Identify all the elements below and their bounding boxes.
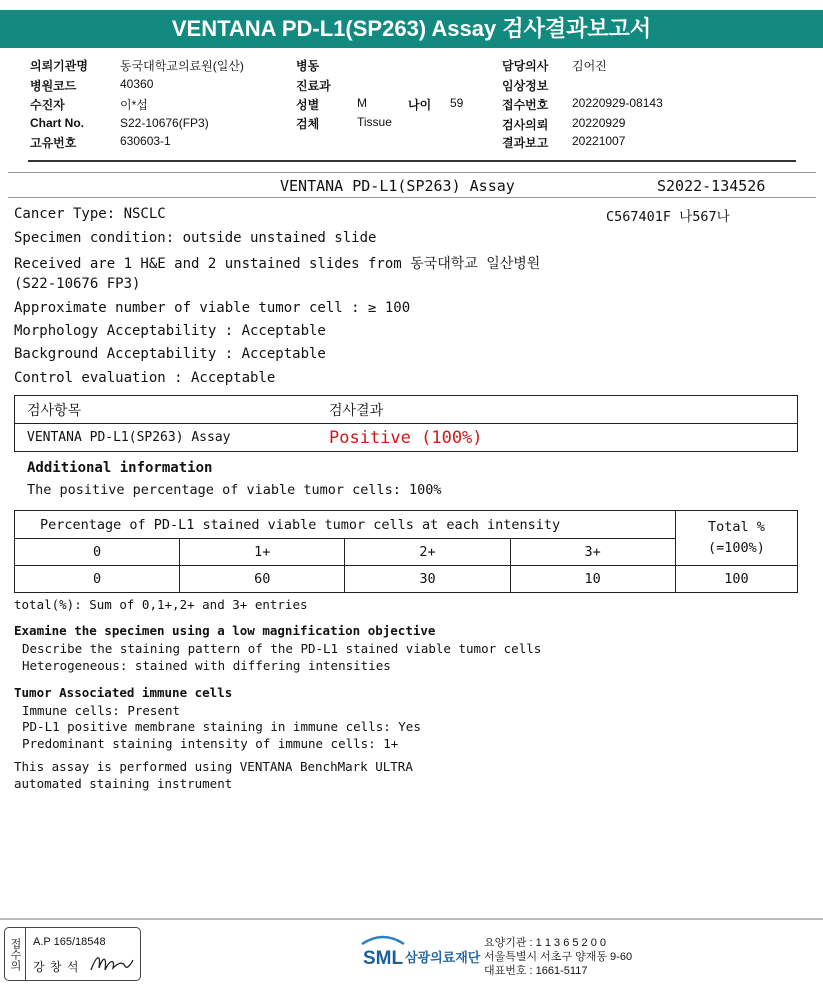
intensity-header: 0 [15, 539, 180, 566]
report-line: Morphology Acceptability : Acceptable [14, 323, 326, 339]
percentage-table [14, 510, 798, 593]
total-header-sub: (=100%) [707, 540, 765, 556]
assay-title: VENTANA PD-L1(SP263) Assay [280, 177, 515, 195]
result-header-item: 검사항목 [15, 396, 329, 424]
label: 의뢰기관명 [30, 59, 88, 73]
intensity-value: 60 [180, 566, 345, 593]
report-line: Approximate number of viable tumor cell : ≥ 100 [14, 300, 411, 316]
report-line: Received are 1 H&E and 2 unstained slides from 동국대학교 일산병원 [14, 256, 541, 272]
result-table [14, 395, 798, 452]
value: 40360 [120, 77, 154, 91]
immune-line: Immune cells: Present [22, 703, 181, 718]
total-note: total(%): Sum of 0,1+,2+ and 3+ entries [14, 597, 308, 612]
label: 병원코드 [30, 79, 77, 93]
label: 수진자 [30, 98, 65, 112]
intensity-value: 0 [15, 566, 180, 593]
result-item: VENTANA PD-L1(SP263) Assay [15, 424, 329, 452]
report-line: Cancer Type: NSCLC [14, 206, 166, 222]
org-info-line: 서울특별시 서초구 양재동 9-60 [484, 951, 633, 963]
closing-line: This assay is performed using VENTANA BenchMark ULTRA [14, 759, 413, 774]
intensity-value: 30 [345, 566, 510, 593]
intensity-header: 2+ [345, 539, 510, 566]
org-info-line: 대표번호 : 1661-5117 [484, 965, 588, 977]
label: 나이 [408, 98, 432, 112]
total-value: 100 [675, 566, 797, 593]
total-header-label: Total % [707, 519, 765, 535]
report-line: Control evaluation : Acceptable [14, 370, 276, 386]
value: M [357, 96, 367, 110]
value: 20220929-08143 [572, 96, 663, 110]
intensity-value: 10 [510, 566, 675, 593]
value: 59 [450, 96, 464, 110]
additional-text: The positive percentage of viable tumor cells: 100% [27, 482, 442, 498]
examine-line: Describe the staining pattern of the PD-L1 stained viable tumor cells [22, 641, 542, 656]
intensity-header: 3+ [510, 539, 675, 566]
immune-line: Predominant staining intensity of immune cells: 1+ [22, 736, 399, 751]
footer-divider [0, 918, 823, 920]
report-line: Background Acceptability : Acceptable [14, 346, 326, 362]
immune-line: PD-L1 positive membrane staining in immune cells: Yes [22, 719, 421, 734]
label: Chart No. [30, 116, 84, 130]
value: 20220929 [572, 116, 626, 130]
total-header [675, 511, 797, 566]
org-name: 삼광의료재단 [405, 950, 481, 965]
result-value: Positive (100%) [328, 424, 798, 452]
value: S22-10676(FP3) [120, 116, 209, 130]
report-line: (S22-10676 FP3) [14, 276, 141, 292]
label: 진료과 [296, 79, 331, 93]
value: 630603-1 [120, 134, 171, 148]
label: 검사의뢰 [502, 118, 549, 132]
immune-title: Tumor Associated immune cells [14, 685, 233, 700]
header-divider [28, 160, 796, 162]
intensity-header: 1+ [180, 539, 345, 566]
pct-caption: Percentage of PD-L1 stained viable tumor cells at each intensity [15, 511, 676, 539]
report-number: S2022-134526 [657, 177, 766, 195]
additional-title: Additional information [27, 460, 213, 476]
stamp-side-label: 접수의 [5, 928, 26, 980]
label: 병동 [296, 59, 320, 73]
divider [8, 197, 816, 198]
signature-stamp [4, 927, 141, 981]
label: 검체 [296, 117, 320, 131]
sml-logo-icon [358, 934, 408, 970]
result-header-result: 검사결과 [328, 396, 798, 424]
value: 20221007 [572, 134, 626, 148]
label: 고유번호 [30, 136, 77, 150]
closing-line: automated staining instrument [14, 776, 233, 791]
org-info [484, 936, 632, 978]
logo-text: SML [362, 948, 404, 969]
label: 접수번호 [502, 98, 549, 112]
sml-logo [358, 934, 408, 975]
label: 결과보고 [502, 136, 549, 150]
value: 이*섭 [120, 98, 148, 112]
value: Tissue [357, 115, 392, 129]
examine-title: Examine the specimen using a low magnification objective [14, 623, 436, 638]
examine-line: Heterogeneous: stained with differing intensities [22, 658, 391, 673]
stamp-name: 강 창 석 [33, 960, 80, 974]
report-title: VENTANA PD-L1(SP263) Assay 검사결과보고서 [0, 10, 823, 48]
value: 김어진 [572, 59, 607, 73]
org-info-line: 요양기관 : 1 1 3 6 5 2 0 0 [484, 937, 607, 949]
stamp-ap: A.P 165/18548 [33, 936, 106, 948]
signature-icon [89, 950, 135, 976]
label: 담당의사 [502, 59, 549, 73]
value: 동국대학교의료원(일산) [120, 59, 244, 73]
specimen-code: C567401F 나567나 [606, 209, 730, 225]
label: 성별 [296, 98, 320, 112]
report-line: Specimen condition: outside unstained slide [14, 230, 377, 246]
label: 임상정보 [502, 79, 549, 93]
divider [8, 172, 816, 173]
